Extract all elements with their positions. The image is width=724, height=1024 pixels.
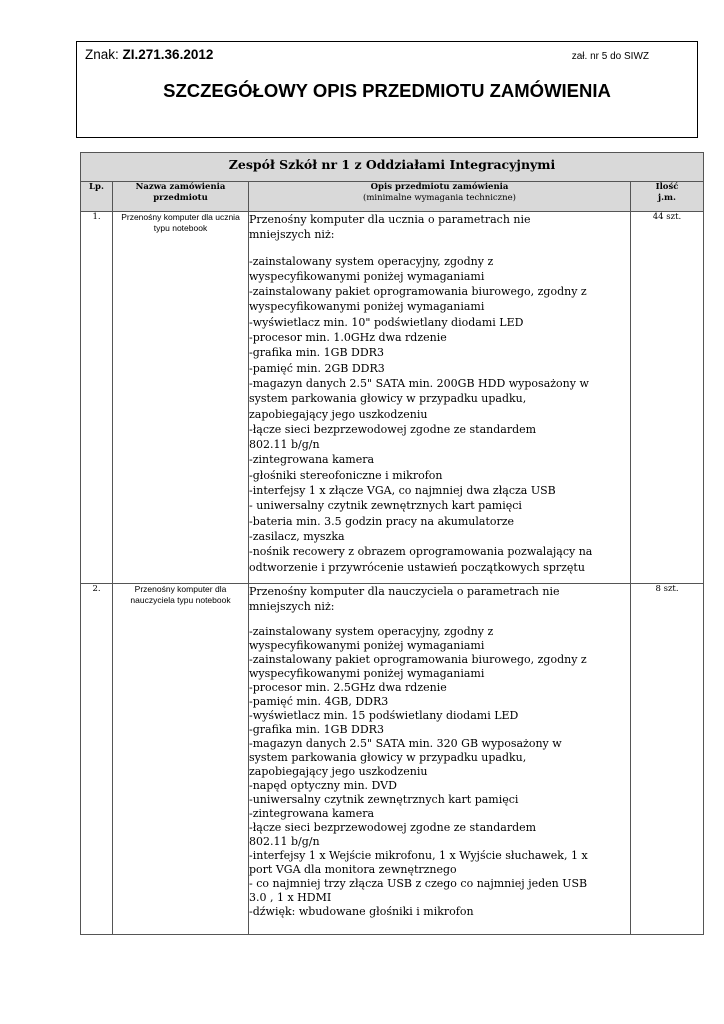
specification-table [80,152,704,935]
spec-line: system parkowania głowicy w przypadku upadku, [249,750,527,764]
spec-line: -łącze sieci bezprzewodowej zgodne ze standardem [249,422,537,436]
spec-line: - uniwersalny czytnik zewnętrznych kart pamięci [249,499,522,513]
spec-line: -interfejsy 1 x Wejście mikrofonu, 1 x Wyjście słuchawek, 1 x [249,848,588,862]
attachment-note: zał. nr 5 do SIWZ [571,51,649,62]
col-header-lp: Lp. [81,182,113,212]
spec-line: -zainstalowany pakiet oprogramowania biurowego, zgodny z [249,285,587,299]
spec-line: port VGA dla monitora zewnętrznego [249,862,457,876]
spec-line: -łącze sieci bezprzewodowej zgodne ze standardem [249,820,537,834]
spec-line: -grafika min. 1GB DDR3 [249,722,384,736]
spec-line: zapobiegający jego uszkodzeniu [249,764,428,778]
spec-line: -zainstalowany system operacyjny, zgodny z [249,624,494,638]
table-header-row [81,182,704,212]
col-header-name: Nazwa zamówienia przedmiotu [113,182,249,212]
item-quantity: 44 szt. [631,212,704,584]
item-name: Przenośny komputer dla nauczyciela typu notebook [113,584,249,935]
spec-line: -pamięć min. 2GB DDR3 [249,361,385,375]
spec-line: -grafika min. 1GB DDR3 [249,346,384,360]
document-header [76,41,698,138]
item-name: Przenośny komputer dla ucznia typu notebook [113,212,249,584]
spec-line: 802.11 b/g/n [249,834,320,848]
spec-line: -zintegrowana kamera [249,453,375,467]
spec-line: -wyświetlacz min. 10" podświetlany diodami LED [249,315,524,329]
spec-line: wyspecyfikowanymi poniżej wymaganiami [249,666,485,680]
spec-line: -zasilacz, myszka [249,529,345,543]
spec-line: -zainstalowany pakiet oprogramowania biurowego, zgodny z [249,652,587,666]
spec-line: -pamięć min. 4GB, DDR3 [249,694,389,708]
row-number: 1. [81,212,113,584]
reference-value: ZI.271.36.2012 [122,47,214,62]
school-name: Zespół Szkół nr 1 z Oddziałami Integracyjnymi [81,153,704,182]
spec-line: -bateria min. 3.5 godzin pracy na akumulatorze [249,514,515,528]
spec-line: odtworzenie i przywrócenie ustawień początkowych sprzętu [249,560,585,574]
spec-line: zapobiegający jego uszkodzeniu [249,407,428,421]
col-header-quantity: Ilość j.m. [631,182,704,212]
reference-label: Znak: [85,47,119,62]
item-quantity: 8 szt. [631,584,704,935]
page-title: SZCZEGÓŁOWY OPIS PRZEDMIOTU ZAMÓWIENIA [163,80,611,101]
spec-line: system parkowania głowicy w przypadku upadku, [249,392,527,406]
spec-line: -magazyn danych 2.5" SATA min. 320 GB wyposażony w [249,736,562,750]
spec-line: wyspecyfikowanymi poniżej wymaganiami [249,638,485,652]
spec-line: - co najmniej trzy złącza USB z czego co najmniej jeden USB [249,876,588,890]
spec-line: -zainstalowany system operacyjny, zgodny z [249,254,494,268]
spec-line: 3.0 , 1 x HDMI [249,890,332,904]
spec-line: -zintegrowana kamera [249,806,375,820]
spec-line: -procesor min. 2.5GHz dwa rdzenie [249,680,447,694]
spec-line: -wyświetlacz min. 15 podświetlany diodami LED [249,708,519,722]
spec-line: 802.11 b/g/n [249,438,320,452]
col-header-description: Opis przedmiotu zamówienia (minimalne wymagania techniczne) [249,182,631,212]
spec-line: -głośniki stereofoniczne i mikrofon [249,468,443,482]
table-row [81,212,704,584]
item-description: Przenośny komputer dla nauczyciela o parametrach nie mniejszych niż: -zainstalowany system operacyjny, zgodny z wyspecyfikowanymi poniżej wymaganiami -zainstalowany pakiet oprogramowania biurowego, zgodny z wyspecyfikowanymi poniżej wymaganiami -procesor min. 2.5GHz dwa rdzenie -pamięć min. 4GB, DDR3 -wyświetlacz min. 15 podświetlany diodami LED -grafika min. 1GB DDR3 -magazyn danych 2.5" SATA min. 320 GB wyposażony w system parkowania głowicy w przypadku upadku, zapobiegający jego uszkodzeniu -napęd optyczny min. DVD -uniwersalny czytnik zewnętrznych kart pamięci -zintegrowana kamera -łącze sieci bezprzewodowej zgodne ze standardem 802.11 b/g/n -interfejsy 1 x Wejście mikrofonu, 1 x Wyjście słuchawek, 1 x port VGA dla monitora zewnętrznego - co najmniej trzy złącza USB z czego co najmniej jeden USB 3.0 , 1 x HDMI -dźwięk: wbudowane głośniki i mikrofon [249,584,631,935]
row-number: 2. [81,584,113,935]
spec-line: -nośnik recowery z obrazem oprogramowania pozwalający na [249,545,593,559]
spec-line: -napęd optyczny min. DVD [249,778,397,792]
spec-line: -interfejsy 1 x złącze VGA, co najmniej dwa złącza USB [249,484,556,498]
item-description: Przenośny komputer dla ucznia o parametrach nie mniejszych niż: -zainstalowany system operacyjny, zgodny z wyspecyfikowanymi poniżej wymaganiami -zainstalowany pakiet oprogramowania biurowego, zgodny z wyspecyfikowanymi poniżej wymaganiami -wyświetlacz min. 10" podświetlany diodami LED -procesor min. 1.0GHz dwa rdzenie -grafika min. 1GB DDR3 -pamięć min. 2GB DDR3 -magazyn danych 2.5" SATA min. 200GB HDD wyposażony w system parkowania głowicy w przypadku upadku, zapobiegający jego uszkodzeniu -łącze sieci bezprzewodowej zgodne ze standardem 802.11 b/g/n -zintegrowana kamera -głośniki stereofoniczne i mikrofon -interfejsy 1 x złącze VGA, co najmniej dwa złącza USB - uniwersalny czytnik zewnętrznych kart pamięci -bateria min. 3.5 godzin pracy na akumulatorze -zasilacz, myszka -nośnik recowery z obrazem oprogramowania pozwalający na odtworzenie i przywrócenie ustawień początkowych sprzętu [249,212,631,584]
spec-lines [249,625,630,919]
spec-line: -uniwersalny czytnik zewnętrznych kart pamięci [249,792,519,806]
spec-line: wyspecyfikowanymi poniżej wymaganiami [249,300,485,314]
spec-line: -magazyn danych 2.5" SATA min. 200GB HDD wyposażony w [249,376,589,390]
spec-line: wyspecyfikowanymi poniżej wymaganiami [249,269,485,283]
reference-number [85,47,213,62]
spec-line: -procesor min. 1.0GHz dwa rdzenie [249,331,447,345]
table-row [81,584,704,935]
spec-lines [249,254,630,575]
spec-line: -dźwięk: wbudowane głośniki i mikrofon [249,904,474,918]
